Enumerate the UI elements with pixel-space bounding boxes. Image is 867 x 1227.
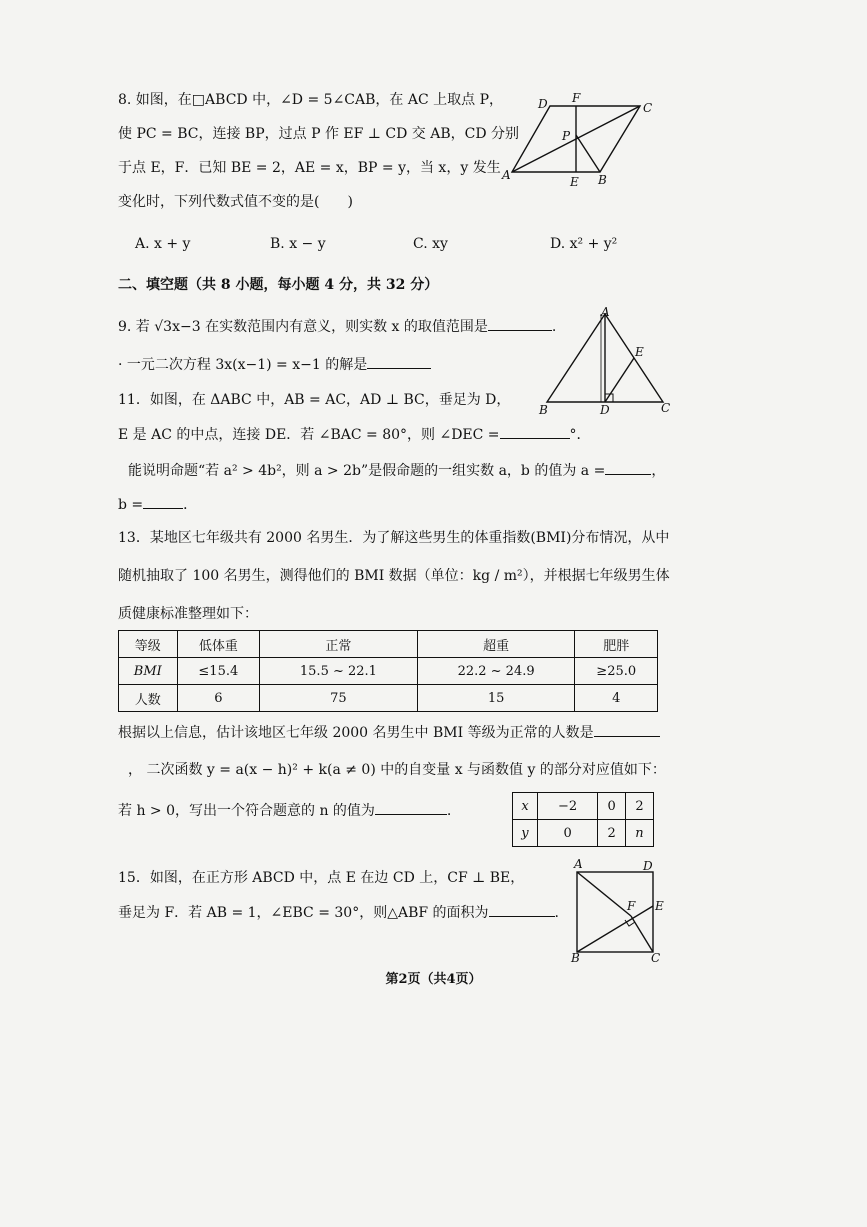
- q12-b-blank[interactable]: [143, 494, 183, 509]
- table-header: 超重: [417, 631, 575, 658]
- page-footer: 第2页（共4页）: [385, 972, 482, 987]
- q8-option-c: C. xy: [413, 236, 448, 252]
- q11-label-a: A: [601, 306, 610, 319]
- q14-line2: [118, 800, 451, 821]
- table-cell: 0: [537, 820, 597, 847]
- table-cell: BMI: [119, 658, 178, 685]
- q8-label-f: F: [572, 91, 581, 105]
- q12-a-blank[interactable]: [605, 460, 651, 475]
- table-cell: 75: [260, 685, 418, 712]
- q12-b-label: b =: [118, 497, 144, 513]
- q15-label-d: D: [643, 859, 653, 873]
- q15-label-b: B: [571, 951, 580, 963]
- q12-line2: [118, 494, 197, 515]
- q11-label-b: B: [539, 403, 548, 417]
- q15-line1: 15．如图，在正方形 ABCD 中，点 E 在边 CD 上，CF ⊥ BE，: [118, 870, 525, 886]
- xy-table: [512, 792, 654, 847]
- q8-label-p: P: [562, 129, 571, 143]
- q12-line1: [128, 460, 665, 481]
- table-row: [119, 685, 658, 712]
- table-cell: −2: [537, 793, 597, 820]
- table-header: 肥胖: [575, 631, 658, 658]
- table-cell: ≥25.0: [575, 658, 658, 685]
- q8-option-a: A. x + y: [135, 236, 191, 252]
- table-cell: 4: [575, 685, 658, 712]
- table-cell: x: [513, 793, 538, 820]
- q8-parallelogram-figure: [500, 90, 675, 190]
- q15-label-f: F: [627, 899, 636, 913]
- q14-answer-blank[interactable]: [375, 800, 447, 815]
- table-cell: 15: [417, 685, 575, 712]
- q8-option-b: B. x − y: [270, 236, 326, 252]
- q9-end: .: [551, 319, 557, 335]
- q13-line1: 13．某地区七年级共有 2000 名男生．为了解这些男生的体重指数(BMI)分布情况，从中: [118, 530, 670, 546]
- q8-label-c: C: [643, 101, 653, 115]
- q11-label-e: E: [635, 345, 644, 359]
- q15-line2: [118, 902, 559, 923]
- q13-after: [118, 722, 660, 743]
- table-row: [119, 631, 658, 658]
- q15-label-c: C: [651, 951, 661, 963]
- q10-answer-blank[interactable]: [367, 354, 431, 369]
- q13-line3: 质健康标准整理如下：: [118, 606, 258, 622]
- q8-label-b: B: [598, 173, 607, 187]
- q8-label-e: E: [570, 175, 579, 189]
- q13-line2: 随机抽取了 100 名男生，测得他们的 BMI 数据（单位：kg / m²），并根据七年级男生体: [118, 568, 670, 584]
- q13-question: 根据以上信息，估计该地区七年级 2000 名男生中 BMI 等级为正常的人数是: [118, 725, 594, 741]
- q11-label-c: C: [661, 401, 671, 415]
- q8-line1: 8. 如图，在□ABCD 中，∠D = 5∠CAB，在 AC 上取点 P，: [118, 92, 504, 108]
- q15-label-a: A: [574, 858, 583, 871]
- q8-line4: 变化时，下列代数式值不变的是( ): [118, 194, 353, 210]
- q14-line1: ， 二次函数 y = a(x − h)² + k(a ≠ 0) 中的自变量 x 与函数值 y 的部分对应值如下：: [128, 762, 666, 778]
- q12-line1-end: ，: [651, 463, 666, 479]
- table-header: 等级: [119, 631, 178, 658]
- table-row: [513, 793, 654, 820]
- q14-question: 若 h > 0，写出一个符合题意的 n 的值为: [118, 803, 375, 819]
- q11-label-d: D: [600, 403, 610, 417]
- q12-line2-end: ．: [183, 497, 198, 513]
- q12-question: 能说明命题“若 a² > 4b²，则 a > 2b”是假命题的一组实数 a，b 的值为 a =: [128, 463, 606, 479]
- q8-line3: 于点 E，F．已知 BE = 2，AE = x，BP = y，当 x，y 发生: [118, 160, 501, 176]
- table-row: [513, 820, 654, 847]
- table-cell: 22.2 ~ 24.9: [417, 658, 575, 685]
- q15-end: .: [554, 905, 559, 921]
- q10-question: · 一元二次方程 3x(x−1) = x−1 的解是: [118, 357, 368, 373]
- q8-line2: 使 PC = BC，连接 BP，过点 P 作 EF ⊥ CD 交 AB，CD 分别: [118, 126, 520, 142]
- table-cell: 人数: [119, 685, 178, 712]
- q11-line1: 11．如图，在 ΔABC 中，AB = AC，AD ⊥ BC，垂足为 D，: [118, 392, 511, 408]
- q8-label-a: A: [502, 168, 511, 182]
- q13-answer-blank[interactable]: [594, 722, 660, 737]
- section2-title: 二、填空题（共 8 小题，每小题 4 分，共 32 分）: [118, 277, 439, 293]
- q15-square-figure: [565, 858, 665, 963]
- q11-question: E 是 AC 的中点，连接 DE．若 ∠BAC = 80°，则 ∠DEC =: [118, 427, 500, 443]
- q15-question: 垂足为 F．若 AB = 1，∠EBC = 30°，则△ABF 的面积为: [118, 905, 489, 921]
- table-cell: y: [513, 820, 538, 847]
- table-cell: n: [625, 820, 653, 847]
- q9-text: [118, 316, 556, 337]
- table-header: 低体重: [177, 631, 260, 658]
- q15-label-e: E: [655, 899, 664, 913]
- q11-triangle-figure: [535, 306, 675, 418]
- q10-text: [118, 354, 431, 375]
- q11-end: °．: [569, 427, 591, 443]
- q8-label-d: D: [538, 97, 548, 111]
- table-cell: 2: [625, 793, 653, 820]
- q14-end: .: [446, 803, 452, 819]
- q8-option-d: D. x² + y²: [550, 236, 618, 252]
- q9-question: 9. 若 √3x−3 在实数范围内有意义，则实数 x 的取值范围是: [118, 319, 488, 335]
- bmi-table: [118, 630, 658, 712]
- table-cell: 0: [598, 793, 626, 820]
- table-cell: ≤15.4: [177, 658, 260, 685]
- table-cell: 6: [177, 685, 260, 712]
- q11-answer-blank[interactable]: [500, 424, 570, 439]
- table-cell: 2: [598, 820, 626, 847]
- table-cell: 15.5 ~ 22.1: [260, 658, 418, 685]
- q11-line2: [118, 424, 591, 445]
- q15-answer-blank[interactable]: [489, 902, 555, 917]
- table-row: [119, 658, 658, 685]
- table-header: 正常: [260, 631, 418, 658]
